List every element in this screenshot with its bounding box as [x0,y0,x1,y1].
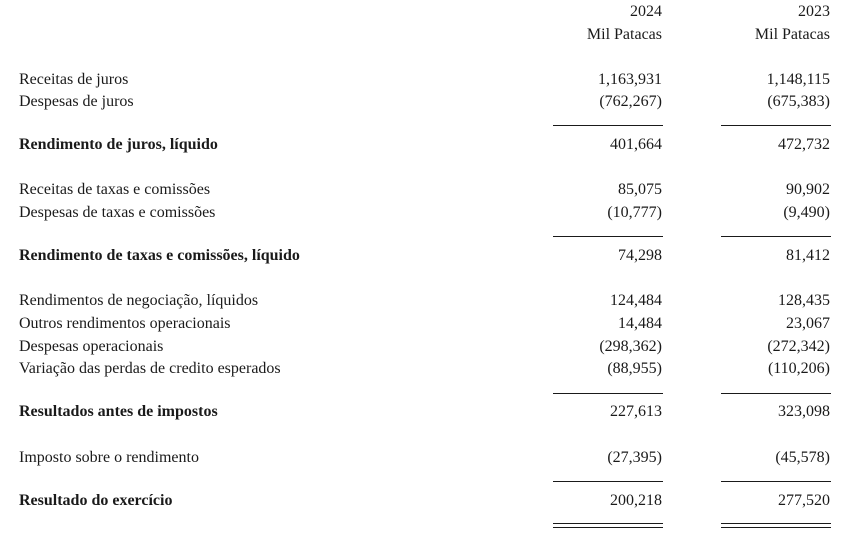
total-double-rule [553,523,663,524]
subtotal-rule [553,481,663,482]
subtotal-rule [553,393,663,394]
subtotal-rule [721,236,831,237]
row-label-resultado-exercicio: Resultado do exercício [19,492,173,509]
row-value-2024: 200,218 [610,492,662,509]
total-double-rule [721,527,831,528]
row-value-2024: 14,484 [618,315,662,332]
row-value-2023: 1,148,115 [766,71,830,88]
subtotal-rule [721,393,831,394]
row-value-2023: 23,067 [786,315,830,332]
row-value-2023: (272,342) [767,338,830,355]
row-value-2024: 1,163,931 [598,71,662,88]
row-label-despesas-taxas: Despesas de taxas e comissões [19,204,216,221]
row-value-2024: (762,267) [599,93,662,110]
col-2024-year: 2024 [630,3,662,20]
row-value-2024: (10,777) [607,204,662,221]
row-value-2024: 124,484 [610,292,662,309]
row-value-2023: 128,435 [778,292,830,309]
col-2023-unit: Mil Patacas [754,26,830,43]
row-label-receitas-taxas: Receitas de taxas e comissões [19,181,211,198]
row-value-2024: 227,613 [610,403,662,420]
row-value-2024: (88,955) [607,360,662,377]
row-label-rendimento-juros: Rendimento de juros, líquido [19,136,218,153]
subtotal-rule [721,125,831,126]
row-label-outros-rendimentos: Outros rendimentos operacionais [19,315,231,332]
row-label-rendimento-taxas: Rendimento de taxas e comissões, líquido [19,247,300,264]
row-label-variacao-perdas: Variação das perdas de credito esperados [19,360,281,377]
row-label-despesas-juros: Despesas de juros [19,93,134,110]
subtotal-rule [553,236,663,237]
row-label-imposto-rendimento: Imposto sobre o rendimento [19,449,199,466]
subtotal-rule [721,481,831,482]
col-2023-year: 2023 [798,3,830,20]
row-value-2024: (27,395) [607,449,662,466]
row-label-receitas-juros: Receitas de juros [19,71,129,88]
row-value-2023: (45,578) [775,449,830,466]
row-value-2023: 90,902 [786,181,830,198]
row-value-2023: 81,412 [786,247,830,264]
total-double-rule [721,523,831,524]
row-value-2023: (9,490) [783,204,830,221]
row-label-rendimentos-negociacao: Rendimentos de negociação, líquidos [19,292,259,309]
row-value-2024: 85,075 [618,181,662,198]
row-label-despesas-operacionais: Despesas operacionais [19,338,164,355]
row-value-2024: (298,362) [599,338,662,355]
row-value-2023: 323,098 [778,403,830,420]
row-value-2023: (110,206) [767,360,830,377]
subtotal-rule [553,125,663,126]
row-value-2023: 277,520 [778,492,830,509]
row-value-2024: 401,664 [610,136,662,153]
row-value-2023: 472,732 [778,136,830,153]
row-value-2023: (675,383) [767,93,830,110]
total-double-rule [553,527,663,528]
row-value-2024: 74,298 [618,247,662,264]
row-label-resultados-antes-impostos: Resultados antes de impostos [19,403,218,420]
col-2024-unit: Mil Patacas [586,26,662,43]
